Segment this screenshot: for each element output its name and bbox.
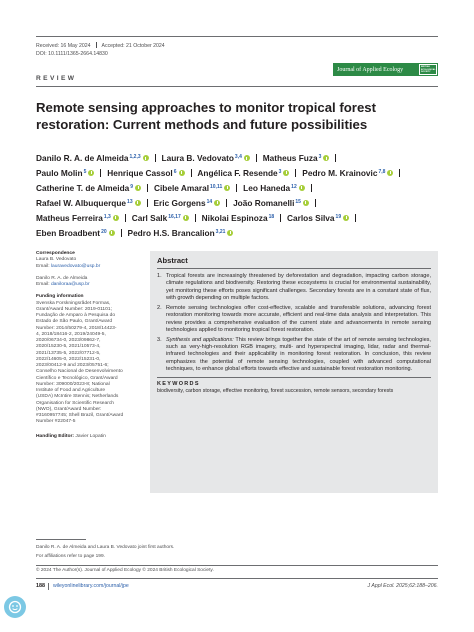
- abstract-item-lead: Synthesis and applications:: [166, 336, 234, 343]
- author-name-text: Pedro H.S. Brancalion: [127, 227, 215, 238]
- footer-rule-bottom: [36, 578, 438, 579]
- author-name-text: Cibele Amaral: [153, 182, 209, 193]
- author-separator: [125, 214, 126, 222]
- affiliation-marker[interactable]: 19: [335, 213, 342, 220]
- citation-text: J Appl Ecol. 2025;62:188–206.: [367, 583, 438, 589]
- funding-line: 2020/15230-5, 2021/10573-4,: [36, 344, 101, 350]
- orcid-icon[interactable]: [303, 200, 309, 206]
- affiliation-marker[interactable]: 3,4: [234, 154, 242, 160]
- funding-heading: Funding information: [36, 294, 84, 300]
- author-separator: [226, 199, 227, 207]
- funding-line: (NWO), Grant/Award Number:: [36, 406, 102, 412]
- abstract-box: [150, 251, 438, 493]
- affiliation-marker[interactable]: 12: [291, 183, 297, 190]
- abstract-item-number: 3.: [157, 336, 162, 343]
- abstract-item: [157, 305, 431, 334]
- handling-name: Javier Lopatin: [75, 433, 106, 439]
- author-name: [36, 183, 141, 193]
- page-separator: [48, 583, 49, 590]
- author-separator: [191, 169, 192, 177]
- author-name: [36, 168, 94, 178]
- author-name-text: Matheus Ferreira: [36, 212, 103, 223]
- affiliation-marker[interactable]: 20: [101, 228, 107, 235]
- orcid-icon[interactable]: [135, 200, 141, 206]
- affiliation-marker[interactable]: 13: [127, 198, 133, 205]
- funding-line: 2021/13735-5, 2022/07712-5,: [36, 350, 101, 356]
- abstract-item-text: Synthesis and applications: This review brings together the state of the art of remote sensing technologies, such as very-high-resolution RGB imagery, multi- and hyperspectral imaging, lidar, radar and thermal-infrared technologies and their applicability in monitoring forest restoration. In conclusion, this review emphasizes the potential of remote sensing technologies, coupled with advanced computational techniques, to enhance global efforts towards effective and sustainable forest restoration monitoring.: [166, 336, 431, 373]
- abstract-item-number: 2.: [157, 304, 162, 311]
- affiliation-marker[interactable]: 7,8: [378, 168, 386, 175]
- handling-editor-line: [36, 434, 140, 440]
- author-name: [287, 213, 349, 223]
- orcid-icon[interactable]: [387, 170, 393, 176]
- author-name-text: Henrique Cassol: [107, 167, 173, 178]
- accessibility-assistant-icon: [7, 599, 23, 615]
- author-name-text: João Romanelli: [233, 197, 295, 208]
- author-separator: [195, 214, 196, 222]
- funding-line: Fundação de Amparo à Pesquisa do: [36, 313, 116, 318]
- copyright-text: © 2024 The Author(s). Journal of Applied Ecology © 2024 British Ecological Society.: [36, 568, 214, 573]
- keywords-rule: [157, 377, 431, 378]
- author-name: [36, 198, 141, 208]
- orcid-icon[interactable]: [88, 170, 94, 176]
- author-name: [132, 213, 189, 223]
- orcid-icon[interactable]: [183, 215, 189, 221]
- orcid-icon[interactable]: [113, 215, 119, 221]
- abstract-item-text: Tropical forests are increasingly threatened by deforestation and degradation, impacting carbon storage, climate regulations and biodiversity. Restoring these ecosystems is crucial for environmental sustainability, yet monitoring these efforts poses significant challenges. Secondary forests are in a constant state of flux, with growth depending on multiple factors.: [166, 273, 431, 302]
- funding-line: (USDA) McIntire Stennis; Netherlands: [36, 394, 119, 400]
- author-name-text: Eben Broadbent: [36, 227, 101, 238]
- footnote-rule: [36, 539, 86, 540]
- author-name: [162, 153, 250, 163]
- orcid-icon[interactable]: [227, 230, 233, 236]
- affiliation-marker[interactable]: 15: [295, 198, 301, 205]
- abstract-list: [157, 273, 431, 373]
- affiliation-marker[interactable]: 3: [278, 168, 282, 175]
- author-name-text: Rafael W. Albuquerque: [36, 197, 127, 208]
- orcid-icon[interactable]: [299, 185, 305, 191]
- corr1-name: Laura B. Vedovato: [36, 257, 77, 263]
- author-list: [36, 151, 438, 240]
- author-separator: [121, 229, 122, 237]
- author-separator: [256, 154, 257, 162]
- orcid-icon[interactable]: [214, 200, 220, 206]
- author-separator: [155, 154, 156, 162]
- funding-text: [36, 301, 140, 426]
- funding-line: 4, 2018/18416-2, 2019/24049-5,: [36, 331, 106, 337]
- author-name-text: Eric Gorgens: [153, 197, 206, 208]
- funding-line: Científico e Tecnológico, Grant/Award: [36, 375, 118, 381]
- author-name: [243, 183, 305, 193]
- accepted-date: Accepted: 21 October 2024: [101, 43, 165, 49]
- affiliation-marker[interactable]: 3: [318, 154, 322, 160]
- funding-line: 2023/00412-9 and 2023/05751-6;: [36, 363, 109, 368]
- funding-line: #3160957745; Shell Brazil, Grant/Award: [36, 413, 124, 418]
- article-type: REVIEW: [36, 75, 77, 82]
- corr2-email-link[interactable]: daniloraa@usp.br: [50, 282, 90, 287]
- author-name: [233, 198, 309, 208]
- abstract-item: [157, 337, 431, 374]
- orcid-icon[interactable]: [244, 155, 250, 161]
- funding-line: Organisation for Scientific Research: [36, 400, 115, 406]
- footer-rule: [36, 565, 438, 566]
- author-name-text: Laura B. Vedovato: [161, 153, 234, 163]
- doi-text: DOI: 10.1111/1365-2664.14830: [36, 51, 108, 57]
- keywords-heading: KEYWORDS: [157, 381, 200, 388]
- affiliation-marker[interactable]: 18: [268, 213, 275, 220]
- orcid-icon[interactable]: [343, 215, 349, 221]
- author-name-text: Danilo R. A. de Almeida: [36, 153, 129, 163]
- page-number: 188: [36, 583, 45, 589]
- email-label: Email:: [36, 263, 50, 269]
- corr1-email-link[interactable]: lauravedovato@usp.br: [50, 263, 101, 269]
- handling-label: Handling Editor:: [36, 433, 75, 439]
- affiliation-marker[interactable]: 9: [130, 183, 134, 190]
- funding-line: 2020/06734-0, 2023/09862-7,: [36, 338, 101, 343]
- funding-line: Estado de São Paulo, Grant/Award: [36, 319, 113, 325]
- affiliations-note: For affiliations refer to page 199.: [36, 554, 105, 559]
- top-rule: [36, 36, 438, 37]
- funding-line: Grant/Award Number: 2019-01101;: [36, 306, 112, 312]
- author-separator: [355, 214, 356, 222]
- abstract-rule: [157, 268, 431, 269]
- author-name: [197, 168, 289, 178]
- author-name: [128, 228, 234, 238]
- accessibility-button[interactable]: [4, 596, 26, 618]
- corr2-name: Danilo R. A. de Almeida: [36, 275, 88, 281]
- author-name-text: Paulo Molin: [36, 167, 83, 178]
- abstract-item-number: 1.: [157, 273, 162, 279]
- dates-line: [36, 42, 165, 49]
- orcid-icon[interactable]: [179, 170, 185, 176]
- author-name: [302, 168, 393, 178]
- author-name: [263, 153, 330, 163]
- author-separator: [280, 214, 281, 222]
- author-separator: [236, 184, 237, 192]
- affiliation-marker[interactable]: 1,3: [103, 213, 111, 220]
- section-rule: [36, 86, 438, 87]
- email-label: Email:: [36, 282, 50, 287]
- author-name-text: Pedro M. Krainovic: [302, 167, 378, 178]
- author-name-text: Angélica F. Resende: [197, 167, 278, 178]
- orcid-icon[interactable]: [109, 230, 115, 236]
- author-separator: [100, 169, 101, 177]
- abstract-item-text: Remote sensing technologies offer cost-effective, scalable and transferable solutions, advancing forest restoration monitoring towards more accurate, efficient and real-time data analysis and interpretation. This review provides a comprehensive evaluation of the current state and advancements in remote sensing technologies applied to monitoring tropical forest restoration.: [166, 304, 431, 333]
- affiliation-marker[interactable]: 10,11: [210, 183, 223, 190]
- author-separator: [147, 184, 148, 192]
- orcid-icon[interactable]: [143, 155, 149, 161]
- affiliation-marker[interactable]: 1,2,3: [129, 154, 141, 160]
- author-name-text: Catherine T. de Almeida: [36, 182, 130, 193]
- author-name: [154, 183, 230, 193]
- funding-line: Institute of Food and Agriculture: [36, 388, 106, 393]
- article-title: Remote sensing approaches to monitor tropical forest restoration: Current methods and future possibilities: [36, 100, 377, 132]
- abstract-heading: Abstract: [157, 256, 188, 265]
- abstract-item: [157, 273, 431, 302]
- orcid-icon[interactable]: [283, 170, 289, 176]
- affiliation-marker[interactable]: 3,21: [215, 228, 226, 235]
- author-name-text: Matheus Fuza: [262, 153, 318, 163]
- correspondence-heading: Correspondence: [36, 251, 75, 256]
- author-name-text: Nikolai Espinoza: [201, 212, 268, 223]
- author-separator: [295, 169, 296, 177]
- funding-line: Number #22047-5: [36, 419, 76, 425]
- affiliation-marker[interactable]: 14: [206, 198, 213, 205]
- author-name: [154, 198, 221, 208]
- author-name-text: Carl Salk: [131, 212, 168, 223]
- journal-site-link[interactable]: wileyonlinelibrary.com/journal/jpe: [53, 583, 129, 589]
- author-name: [36, 153, 149, 163]
- author-separator: [315, 199, 316, 207]
- author-name-text: Carlos Silva: [287, 212, 335, 223]
- author-separator: [147, 199, 148, 207]
- author-separator: [311, 184, 312, 192]
- author-name: [107, 168, 184, 178]
- joint-authors-note: Danilo R. A. de Almeida and Laura B. Vedovato joint first authors.: [36, 545, 175, 550]
- author-name: [36, 228, 115, 238]
- author-separator: [335, 154, 336, 162]
- affiliation-marker[interactable]: 6: [173, 168, 177, 175]
- journal-name: Journal of Applied Ecology: [337, 66, 404, 73]
- orcid-icon[interactable]: [224, 185, 230, 191]
- funding-line: Number: 2014/50279-4, 2018/14423-: [36, 325, 117, 331]
- keywords-text: biodiversity, carbon storage, effective monitoring, forest succession, remote sensors, secondary forests: [157, 388, 394, 395]
- author-name: [202, 213, 275, 223]
- journal-logo[interactable]: [333, 63, 438, 76]
- orcid-icon[interactable]: [323, 155, 329, 161]
- date-separator: [96, 42, 97, 48]
- funding-line: Conselho Nacional de Desenvolvimento: [36, 369, 123, 375]
- author-name-text: Leo Haneda: [243, 182, 291, 193]
- author-name: [36, 213, 119, 223]
- affiliation-marker[interactable]: 5: [83, 168, 87, 175]
- affiliation-marker[interactable]: 16,17: [168, 213, 181, 220]
- author-separator: [399, 169, 400, 177]
- sidebar-info: [36, 251, 140, 440]
- received-date: Received: 16 May 2024: [36, 43, 91, 49]
- funding-line: Svenska Forskningsrådet Formas,: [36, 300, 111, 306]
- society-badge: BRITISH ECOLOGICAL SOCIETY: [421, 66, 436, 74]
- funding-line: Number: 309000/2023-8; National: [36, 381, 110, 387]
- funding-line: 2022/14605-0, 2022/15231-0,: [36, 356, 101, 362]
- orcid-icon[interactable]: [135, 185, 141, 191]
